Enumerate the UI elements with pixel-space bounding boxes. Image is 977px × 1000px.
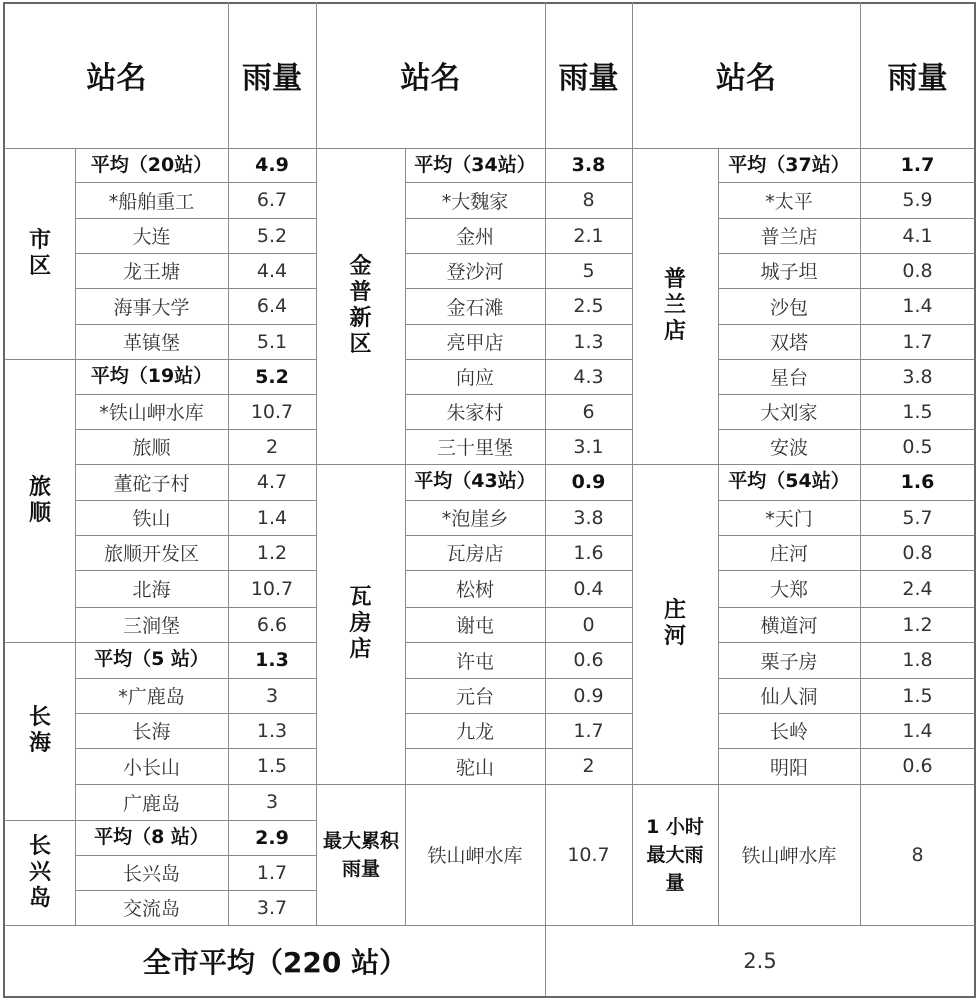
district-label: 瓦房店 [349,585,372,662]
station-name: 铁山 [132,508,171,530]
district-average-label: 平均（8 站） [94,826,209,848]
station-name: 交流岛 [122,898,180,920]
rainfall-value: 1.6 [573,541,604,564]
rainfall-value: 5.7 [902,506,933,529]
rainfall-value: 5.1 [256,330,288,353]
rainfall-value: 2.5 [573,295,604,317]
station-name: 革镇堡 [122,332,180,354]
rainfall-value: 4.4 [256,259,288,282]
station-name: *天门 [765,508,813,530]
district-average-value: 2.9 [255,826,289,849]
rainfall-value: 10.7 [250,577,294,600]
rainfall-value: 6 [582,400,595,423]
rainfall-value: 3.1 [573,435,604,458]
station-name: 沙包 [769,296,808,319]
station-name: 董砣子村 [113,472,190,495]
rainfall-value: 1.5 [256,755,288,777]
station-name: 海事大学 [113,296,190,319]
district-average-label: 平均（19站） [90,365,213,387]
header-station: 站名 [716,61,776,96]
header-rain: 雨量 [558,61,619,96]
district-average-value: 1.3 [255,649,289,671]
station-name: 龙王塘 [122,261,180,283]
station-name: *船舶重工 [108,190,195,213]
district-label: 旅顺 [29,474,52,526]
station-name: 向应 [455,367,494,389]
station-name: 长岭 [769,721,808,743]
rainfall-value: 1.4 [902,295,933,317]
rainfall-value: 1.7 [256,861,288,884]
station-name: 广鹿岛 [122,792,180,815]
station-name: 大郑 [769,579,808,601]
station-name: 小长山 [122,756,180,779]
max-accum-value: 10.7 [567,843,610,866]
district-average-value: 0.9 [571,471,606,493]
station-name: 城子坦 [760,261,818,283]
max-hourly-value: 8 [911,843,924,866]
rainfall-value: 1.2 [902,613,933,636]
station-name: 元台 [455,686,494,708]
rainfall-value: 0.9 [573,684,604,707]
city-average-label: 全市平均（220 站） [142,945,408,979]
max-accum-station: 铁山岬水库 [427,845,523,867]
district-average-label: 平均（37站） [728,154,850,176]
rainfall-value: 6.6 [256,613,288,636]
rainfall-value: 2.1 [573,224,604,247]
station-name: 大连 [132,226,171,248]
rainfall-value: 1.7 [573,719,604,742]
header-station: 站名 [400,61,461,96]
station-name: 星台 [769,367,808,389]
station-name: 金州 [455,226,494,248]
station-name: 旅顺 [132,437,171,459]
district-average-label: 平均（34站） [414,154,536,176]
district-average-value: 1.6 [900,471,935,493]
rainfall-value: 6.4 [256,295,288,317]
rainfall-value: 5.9 [902,189,933,211]
station-name: 仙人洞 [760,686,818,708]
rainfall-value: 0 [582,613,595,636]
rainfall-value: 0.5 [902,435,933,458]
station-name: *泡崖乡 [441,508,509,530]
station-name: 明阳 [769,756,808,779]
rainfall-value: 2 [265,435,279,458]
station-name: 长兴岛 [122,863,180,885]
district-average-label: 平均（5 站） [94,648,209,670]
district-label: 庄河 [664,598,687,649]
district-average-value: 1.7 [900,154,935,176]
station-name: *铁山岬水库 [99,402,204,424]
grid-line [545,2,546,148]
grid-line [5,996,975,998]
station-name: 长海 [132,721,171,743]
district-average-value: 5.2 [255,365,289,388]
district-label: 普兰店 [664,267,687,344]
district-average-value: 3.8 [571,154,606,176]
rainfall-value: 3 [265,684,279,707]
rainfall-value: 1.2 [256,541,288,564]
rainfall-value: 3.8 [902,365,933,388]
rainfall-value: 2 [582,755,595,777]
rainfall-value: 1.7 [902,330,933,353]
grid-line [860,2,861,148]
rainfall-value: 3.7 [256,896,288,919]
station-name: 金石滩 [446,296,504,319]
rainfall-value: 3.8 [573,506,604,529]
district-label: 长海 [29,705,52,756]
rainfall-value: 0.6 [573,649,604,671]
station-name: 三涧堡 [122,615,180,637]
station-name: 朱家村 [446,402,504,424]
rainfall-value: 1.8 [902,649,933,671]
rainfall-value: 1.3 [573,330,604,353]
station-name: 谢屯 [455,615,494,637]
max-hourly-station: 铁山岬水库 [741,845,837,867]
station-name: 驼山 [455,756,494,779]
station-name: 九龙 [455,721,494,743]
district-label: 市区 [29,227,52,279]
rainfall-value: 3 [265,791,279,813]
district-average-value: 4.9 [255,154,289,176]
station-name: 普兰店 [760,226,818,248]
station-name: 横道河 [760,615,818,637]
station-name: 安波 [769,437,808,459]
rainfall-value: 0.6 [902,755,933,777]
station-name: 三十里堡 [436,437,513,459]
station-name: 北海 [132,579,171,601]
city-average-value: 2.5 [743,948,777,973]
district-average-label: 平均（43站） [414,470,536,492]
station-name: 亮甲店 [446,332,504,354]
station-name: 庄河 [769,543,808,565]
rainfall-value: 5 [582,259,595,282]
station-name: *太平 [765,190,813,213]
station-name: 松树 [455,579,494,601]
max-hourly-label: 1 小时最大雨量 [646,815,704,894]
rainfall-value: 0.8 [902,541,933,564]
rainfall-value: 5.2 [256,224,288,247]
grid-line [632,2,633,148]
rainfall-value: 1.5 [902,684,933,707]
rainfall-value: 0.8 [902,259,933,282]
rainfall-value: 10.7 [250,400,294,423]
district-average-label: 平均（20站） [90,154,213,176]
rainfall-value: 8 [582,189,595,211]
rainfall-value: 4.3 [573,365,604,388]
rainfall-value: 1.4 [256,506,288,529]
station-name: 许屯 [455,650,494,673]
rainfall-value: 1.5 [902,400,933,423]
header-rain: 雨量 [887,61,948,96]
header-station: 站名 [86,61,147,96]
rainfall-value: 2.4 [902,577,933,600]
rainfall-value: 1.4 [902,719,933,742]
header-rain: 雨量 [242,61,302,96]
district-average-label: 平均（54站） [728,470,850,492]
station-name: *大魏家 [441,190,509,213]
rainfall-value: 0.4 [573,577,604,600]
station-name: 双塔 [769,332,808,354]
rainfall-value: 1.3 [256,719,288,742]
rainfall-value: 4.7 [256,471,288,493]
rainfall-value: 4.1 [902,224,933,247]
grid-line [316,2,317,148]
station-name: 瓦房店 [446,543,504,565]
station-name: 登沙河 [446,261,504,283]
district-label: 金普新区 [349,254,372,357]
station-name: 旅顺开发区 [103,543,199,565]
station-name: 大刘家 [760,402,818,424]
rainfall-value: 6.7 [256,189,288,211]
station-name: 栗子房 [760,650,818,673]
station-name: *广鹿岛 [118,686,185,708]
max-accum-label: 最大累积雨量 [322,829,399,880]
grid-line [228,2,229,148]
district-label: 长兴岛 [29,833,52,911]
